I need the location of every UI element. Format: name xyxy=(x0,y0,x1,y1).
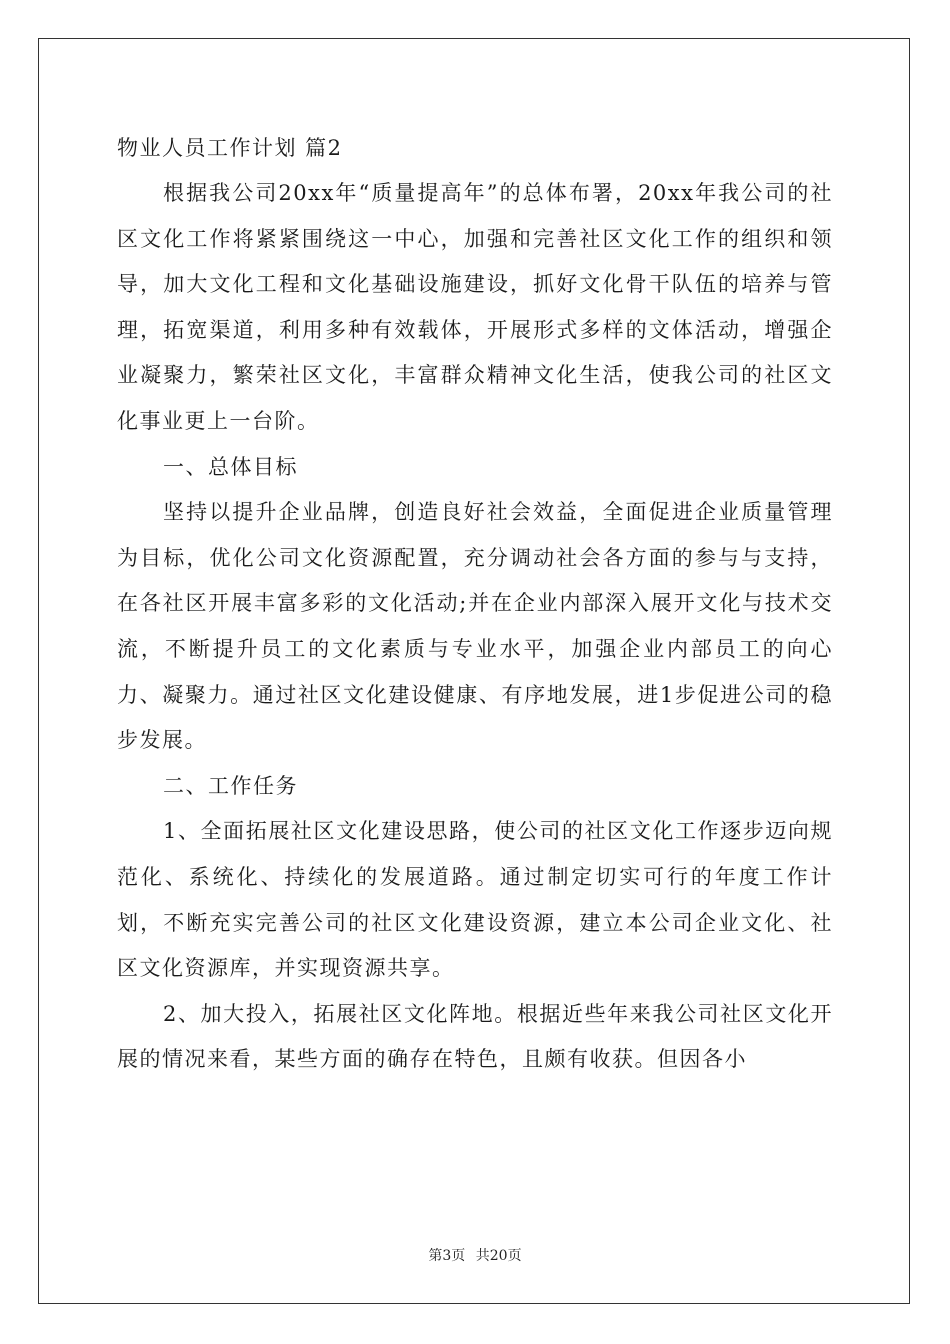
section-heading-tasks: 二、工作任务 xyxy=(163,773,298,798)
page-total: 共20页 xyxy=(475,1248,522,1264)
document-title: 物业人员工作计划 篇2 xyxy=(117,136,343,160)
page-footer xyxy=(0,1245,950,1265)
document-body xyxy=(117,126,833,1083)
section-heading-goals: 一、总体目标 xyxy=(163,454,298,479)
paragraph-goals: 坚持以提升企业品牌，创造良好社会效益，全面促进企业质量管理为目标，优化公司文化资源配置，充分调动社会各方面的参与与支持，在各社区开展丰富多彩的文化活动;并在企业内部深入展开文化与技术交流，不断提升员工的文化素质与专业水平，加强企业内部员工的向心力、凝聚力。通过社区文化建设健康、有序地发展，进1步促进公司的稳步发展。 xyxy=(117,500,833,753)
paragraph-task-1: 1、全面拓展社区文化建设思路，使公司的社区文化工作逐步迈向规范化、系统化、持续化的发展道路。通过制定切实可行的年度工作计划，不断充实完善公司的社区文化建设资源，建立本公司企业文化、社区文化资源库，并实现资源共享。 xyxy=(117,819,833,981)
paragraph-task-2: 2、加大投入，拓展社区文化阵地。根据近些年来我公司社区文化开展的情况来看，某些方面的确存在特色，且颇有收获。但因各小 xyxy=(117,1001,833,1072)
page-number: 第3页 xyxy=(428,1248,466,1264)
paragraph-intro: 根据我公司20xx年“质量提高年”的总体布署，20xx年我公司的社区文化工作将紧紧围绕这一中心，加强和完善社区文化工作的组织和领导，加大文化工程和文化基础设施建设，抓好文化骨干队伍的培养与管理，拓宽渠道，利用多种有效载体，开展形式多样的文体活动，增强企业凝聚力，繁荣社区文化，丰富群众精神文化生活，使我公司的社区文化事业更上一台阶。 xyxy=(117,181,833,433)
